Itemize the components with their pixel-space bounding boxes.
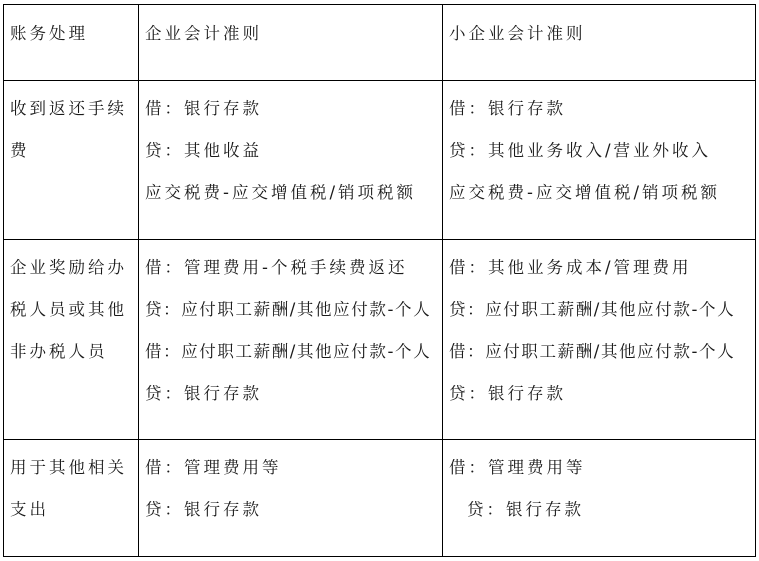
entry-line: 借：管理费用等 bbox=[449, 458, 586, 477]
entry-line: 应交税费-应交增值税/销项税额 bbox=[449, 183, 721, 202]
case-text-line: 企业奖励给办 bbox=[10, 258, 127, 277]
entry-line: 贷：其他业务收入/营业外收入 bbox=[449, 141, 712, 160]
entry-line: 贷：银行存款 bbox=[145, 384, 262, 403]
entry-line: 贷：银行存款 bbox=[467, 500, 584, 519]
entry-line: 借：应付职工薪酬/其他应付款-个人 bbox=[145, 342, 432, 361]
enterprise-entry-cell bbox=[139, 240, 443, 440]
table-header-row bbox=[4, 5, 756, 81]
entry-line: 借：管理费用等 bbox=[145, 458, 282, 477]
entry-line: 应交税费-应交增值税/销项税额 bbox=[145, 183, 417, 202]
case-cell bbox=[4, 240, 139, 440]
small-enterprise-entry-cell bbox=[443, 81, 756, 240]
accounting-treatment-table bbox=[3, 4, 756, 557]
header-cell-treatment bbox=[4, 5, 139, 81]
case-text-line: 税人员或其他 bbox=[10, 300, 127, 319]
entry-line: 借：其他业务成本/管理费用 bbox=[449, 258, 692, 277]
header-cell-small-enterprise-standard bbox=[443, 5, 756, 81]
table-row bbox=[4, 440, 756, 557]
header-label: 企业会计准则 bbox=[145, 24, 262, 43]
entry-line: 贷：其他收益 bbox=[145, 141, 262, 160]
small-enterprise-entry-cell bbox=[443, 440, 756, 557]
header-label: 小企业会计准则 bbox=[449, 24, 586, 43]
case-cell bbox=[4, 81, 139, 240]
entry-line: 贷：银行存款 bbox=[449, 384, 566, 403]
case-text-line: 用于其他相关 bbox=[10, 458, 127, 477]
enterprise-entry-cell bbox=[139, 81, 443, 240]
enterprise-entry-cell bbox=[139, 440, 443, 557]
entry-line: 贷：应付职工薪酬/其他应付款-个人 bbox=[145, 300, 432, 319]
entry-line: 借：管理费用-个税手续费返还 bbox=[145, 258, 408, 277]
case-text-line: 支出 bbox=[10, 500, 49, 519]
small-enterprise-entry-cell bbox=[443, 240, 756, 440]
entry-line: 贷：银行存款 bbox=[145, 500, 262, 519]
table-row bbox=[4, 240, 756, 440]
case-text-line: 非办税人员 bbox=[10, 342, 108, 361]
entry-line: 贷：应付职工薪酬/其他应付款-个人 bbox=[449, 300, 736, 319]
entry-line: 借：应付职工薪酬/其他应付款-个人 bbox=[449, 342, 736, 361]
case-text-line: 费 bbox=[10, 141, 30, 160]
header-cell-enterprise-standard bbox=[139, 5, 443, 81]
case-cell bbox=[4, 440, 139, 557]
table-row bbox=[4, 81, 756, 240]
header-label: 账务处理 bbox=[10, 24, 88, 43]
entry-line: 借：银行存款 bbox=[145, 99, 262, 118]
entry-line: 借：银行存款 bbox=[449, 99, 566, 118]
case-text-line: 收到返还手续 bbox=[10, 99, 127, 118]
